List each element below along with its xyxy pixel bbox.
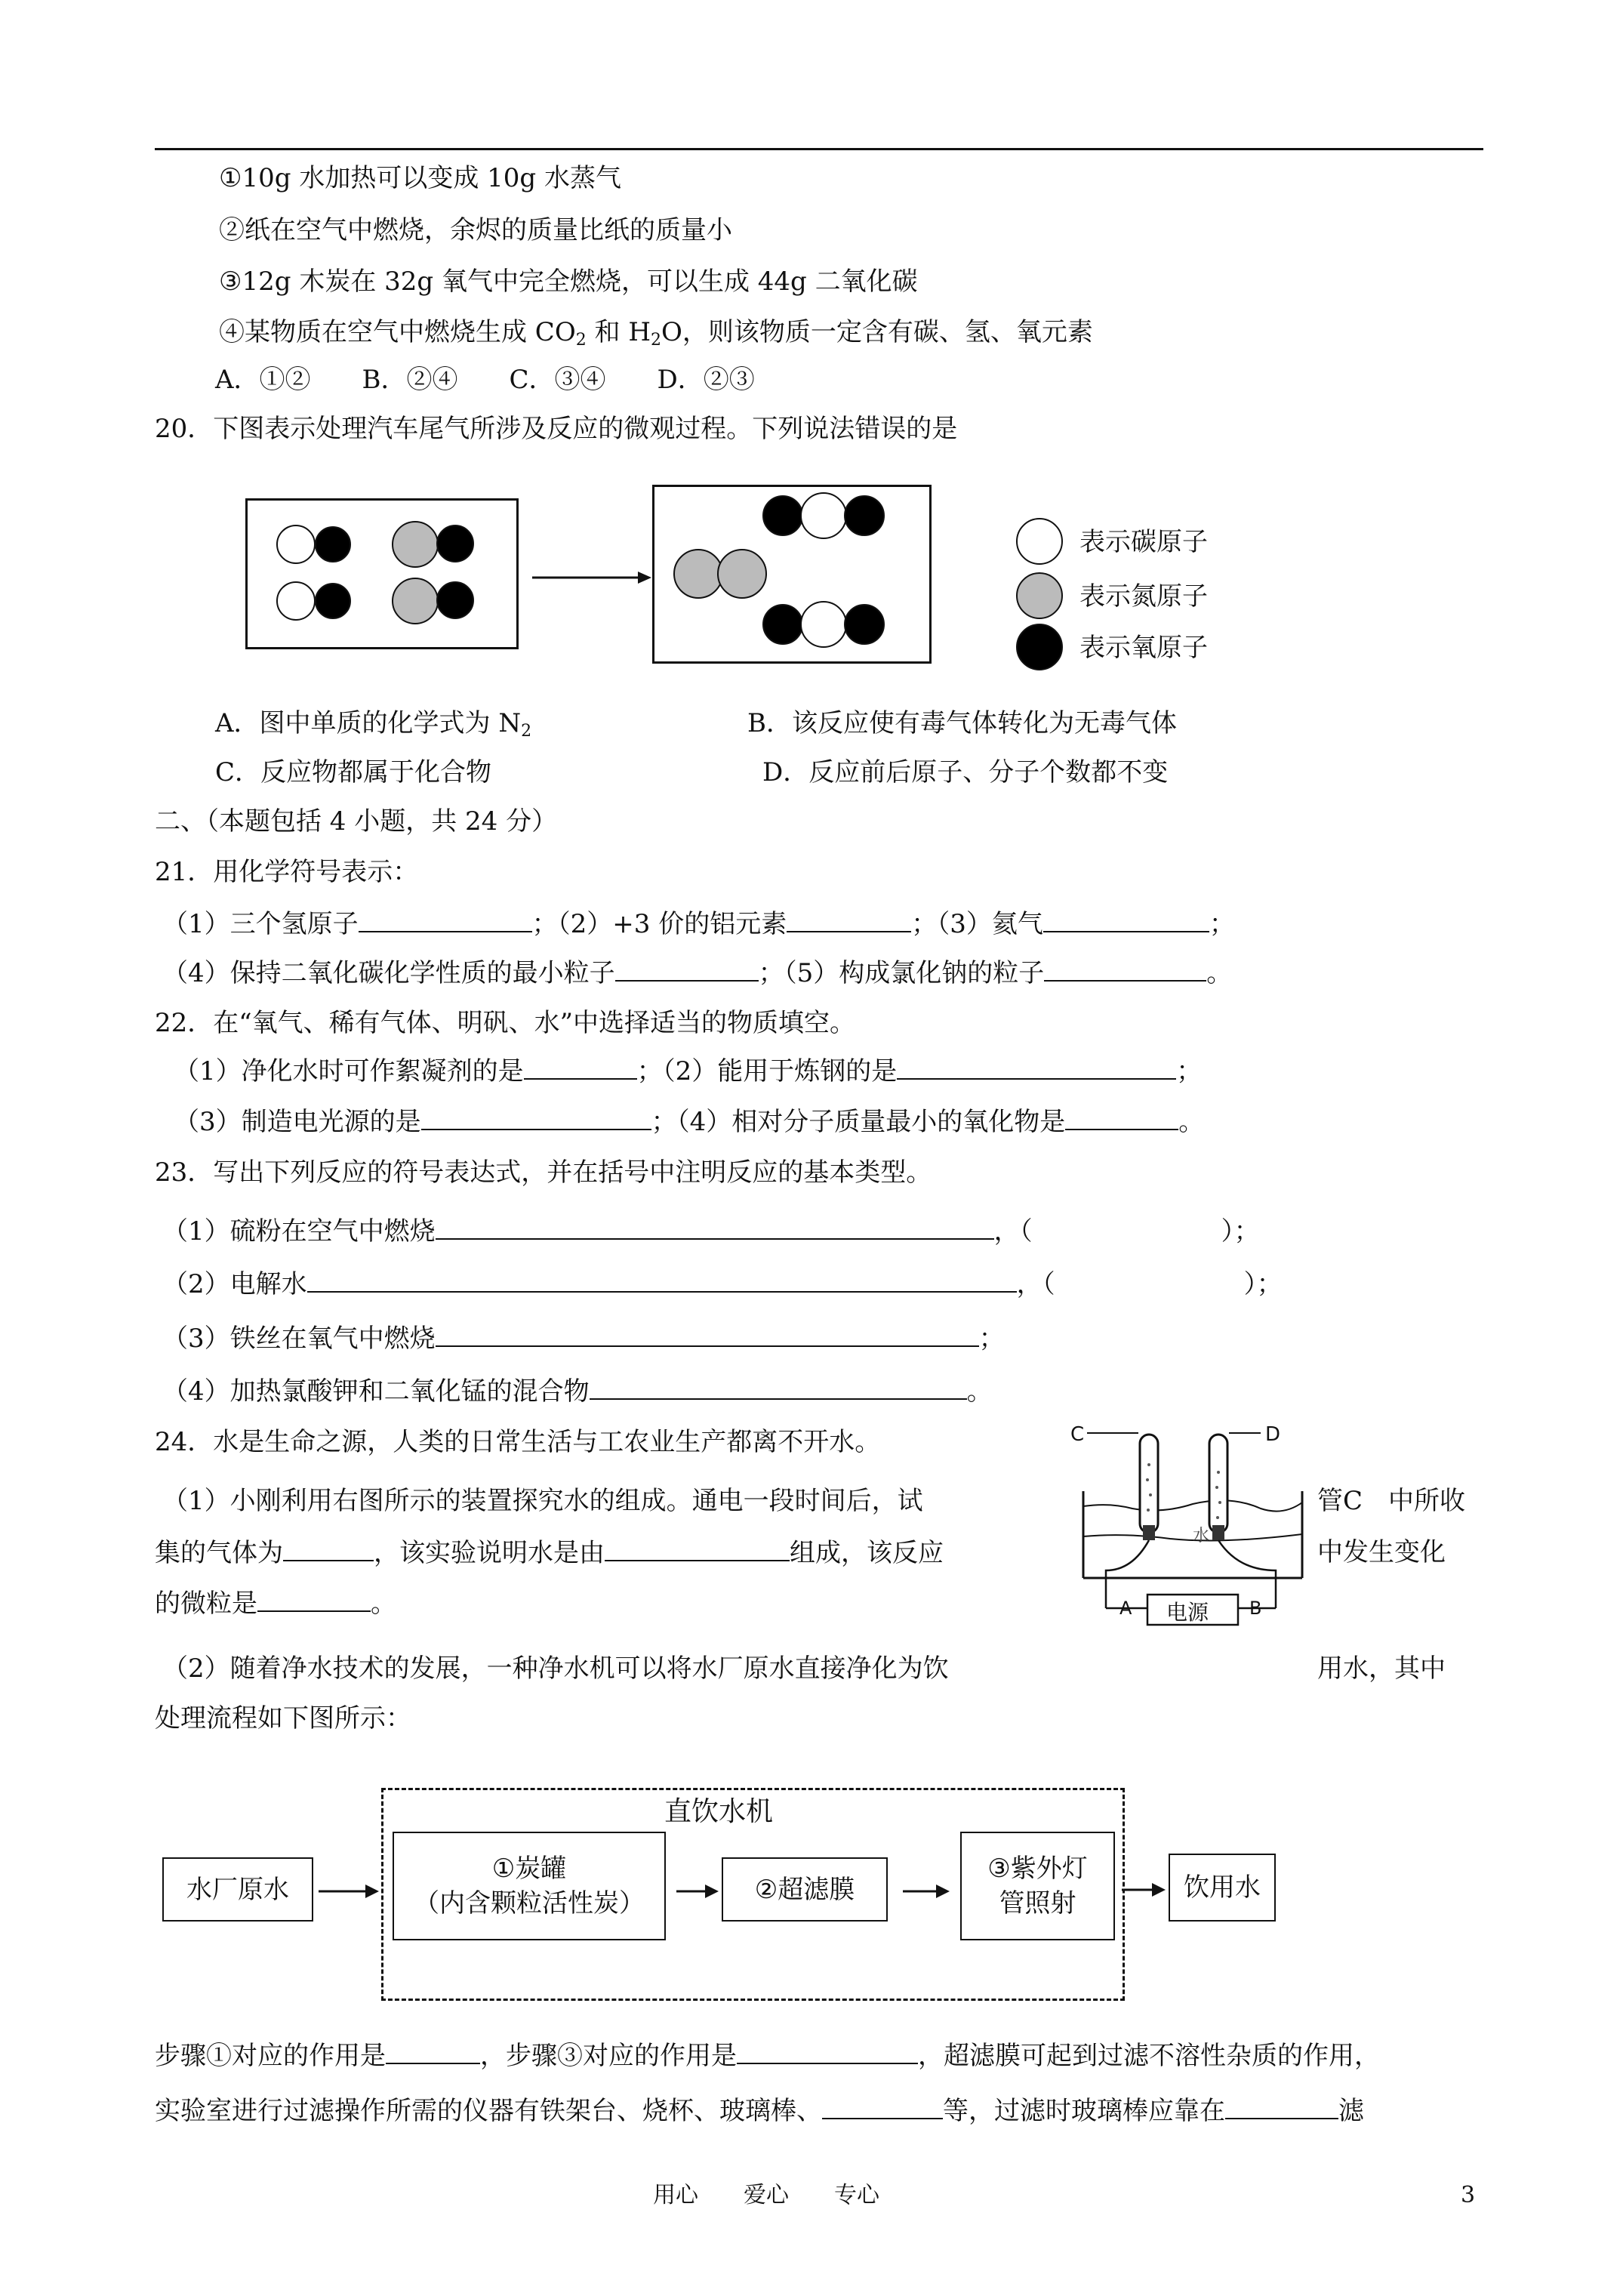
q24-stem: 24．水是生命之源，人类的日常生活与工农业生产都离不开水。: [155, 1427, 881, 1457]
reactants-box: [245, 498, 519, 649]
tube-d-label: D: [1265, 1423, 1281, 1446]
electrode-a-label: A: [1119, 1598, 1132, 1619]
q24-text-2d: 中发生变化: [1317, 1537, 1446, 1567]
water-label: 水: [1193, 1527, 1210, 1546]
footer-motto: 用心 爱心 专心: [653, 2182, 879, 2208]
q22-line-2: （3）制造电光源的是 ；（4）相对分子质量最小的氧化物是 。: [174, 1107, 1205, 1137]
q19-item-4: ④某物质在空气中燃烧生成 $CO_2$ 和 $H_2O$，则该物质一定含有碳、氢、氧元素: [219, 317, 1093, 350]
q23-stem: 23．写出下列反应的符号表达式，并在括号中注明反应的基本类型。: [155, 1157, 932, 1188]
q20-option-b: B．该反应使有毒气体转化为无毒气体: [747, 708, 1177, 738]
q21-line-2: （4）保持二氧化碳化学性质的最小粒子 ；（5）构成氯化钠的粒子 。: [162, 958, 1233, 988]
answer-blank[interactable]: [897, 1056, 1176, 1080]
answer-blank[interactable]: [787, 908, 911, 932]
answer-blank[interactable]: [1044, 957, 1206, 982]
q20-stem: 20．下图表示处理汽车尾气所涉及反应的微观过程。下列说法错误的是: [155, 414, 958, 444]
answer-blank[interactable]: [737, 2040, 918, 2064]
flow-arrow-icon: [1119, 1878, 1172, 1901]
q20-option-a: A．图中单质的化学式为 $N_2$: [215, 708, 532, 741]
answer-blank[interactable]: [615, 957, 759, 982]
nitrogen-atom: [673, 549, 723, 599]
q24-text-3: 的微粒是 。: [155, 1589, 396, 1619]
q20-option-d: D．反应前后原子、分子个数都不变: [762, 757, 1169, 787]
q21-line-1: （1）三个氢原子 ；（2）+3 价的铝元素 ；（3）氦气 ；: [162, 909, 1235, 939]
oxygen-atom: [844, 604, 885, 645]
answer-blank[interactable]: [605, 1537, 790, 1561]
answer-blank[interactable]: [822, 2095, 943, 2119]
answer-blank[interactable]: [436, 1323, 979, 1347]
nitrogen-atom: [392, 521, 439, 568]
q19-item-3: ③12g 木炭在 32g 氧气中完全燃烧，可以生成 44g 二氧化碳: [219, 267, 918, 297]
answer-blank[interactable]: [1225, 2095, 1338, 2119]
flow-arrow-icon: [900, 1880, 960, 1903]
answer-blank[interactable]: [386, 2040, 480, 2064]
drinking-water-box: 饮用水: [1169, 1854, 1276, 1922]
oxygen-atom: [762, 495, 803, 536]
oxygen-atom: [762, 604, 803, 645]
carbon-tank-box: ①炭罐 （内含颗粒活性炭）: [393, 1832, 666, 1940]
legend-nitrogen-label: 表示氮原子: [1079, 581, 1208, 612]
flow-arrow-icon: [673, 1880, 726, 1903]
q24-steps-line-2: 实验室进行过滤操作所需的仪器有铁架台、烧杯、玻璃棒、 等，过滤时玻璃棒应靠在 滤: [155, 2096, 1364, 2126]
q19-options: A．①② B．②④ C．③④ D．②③: [215, 365, 755, 395]
legend-carbon-icon: [1016, 518, 1063, 565]
purifier-title: 直饮水机: [664, 1796, 774, 1827]
carbon-atom: [800, 492, 847, 539]
answer-blank[interactable]: [307, 1268, 1017, 1293]
legend-oxygen-label: 表示氧原子: [1079, 633, 1208, 663]
q22-stem: 22．在“氧气、稀有气体、明矾、水”中选择适当的物质填空。: [155, 1008, 856, 1038]
q22-line-1: （1）净化水时可作絮凝剂的是 ；（2）能用于炼钢的是 ；: [174, 1056, 1203, 1086]
oxygen-atom: [844, 495, 885, 536]
answer-blank[interactable]: [1043, 908, 1209, 932]
page-number: 3: [1461, 2182, 1476, 2208]
tube-c-label: C: [1070, 1423, 1085, 1446]
q20-option-c: C．反应物都属于化合物: [215, 757, 492, 787]
q24-steps-line-1: 步骤①对应的作用是 ，步骤③对应的作用是 ，超滤膜可起到过滤不溶性杂质的作用，: [155, 2041, 1380, 2071]
flow-arrow-icon: [316, 1880, 391, 1903]
ultrafiltration-box: ②超滤膜: [722, 1857, 888, 1922]
section-2-heading: 二、（本题包括 4 小题，共 24 分）: [155, 806, 558, 837]
oxygen-atom: [436, 525, 474, 562]
reaction-arrow: [532, 566, 653, 589]
q24-text-4b: 用水，其中: [1317, 1653, 1446, 1684]
q23-reaction-4: （4）加热氯酸钾和二氧化锰的混合物 。: [162, 1376, 993, 1407]
q24-text-1a: （1）小刚利用右图所示的装置探究水的组成。通电一段时间后，试: [162, 1486, 923, 1516]
carbon-atom: [276, 525, 316, 564]
answer-blank[interactable]: [436, 1216, 994, 1240]
q23-reaction-2: （2）电解水 ，（ ）；: [162, 1269, 1283, 1299]
carbon-atom: [800, 601, 847, 648]
uv-lamp-box: ③紫外灯 管照射: [960, 1832, 1115, 1940]
q23-reaction-3: （3）铁丝在氧气中燃烧 ；: [162, 1324, 1005, 1354]
q21-stem: 21．用化学符号表示：: [155, 857, 419, 887]
legend-nitrogen-icon: [1016, 572, 1063, 619]
answer-blank[interactable]: [421, 1106, 651, 1130]
answer-blank[interactable]: [590, 1376, 967, 1400]
nitrogen-atom: [717, 549, 767, 599]
oxygen-atom: [315, 526, 351, 562]
oxygen-atom: [315, 583, 351, 619]
q24-text-1b: 管C 中所收: [1317, 1486, 1466, 1516]
power-supply-label: 电源: [1166, 1600, 1209, 1625]
answer-blank[interactable]: [257, 1588, 371, 1612]
legend-carbon-label: 表示碳原子: [1079, 527, 1208, 557]
carbon-atom: [276, 581, 316, 621]
q24-text-5: 处理流程如下图所示：: [155, 1703, 411, 1734]
electrode-b-label: B: [1249, 1598, 1262, 1619]
q24-text-2: 集的气体为 ，该实验说明水是由 组成，该反应: [155, 1538, 944, 1568]
answer-blank[interactable]: [283, 1537, 374, 1561]
answer-blank[interactable]: [1065, 1106, 1178, 1130]
answer-blank[interactable]: [359, 908, 532, 932]
answer-blank[interactable]: [524, 1056, 637, 1080]
raw-water-box: 水厂原水: [162, 1857, 313, 1922]
q19-item-1: ①10g 水加热可以变成 10g 水蒸气: [219, 163, 621, 193]
q23-reaction-1: （1）硫粉在空气中燃烧 ，（ ）；: [162, 1216, 1260, 1247]
q19-item-2: ②纸在空气中燃烧，余烬的质量比纸的质量小: [219, 215, 732, 245]
q24-text-4a: （2）随着净水技术的发展，一种净水机可以将水厂原水直接净化为饮: [162, 1653, 949, 1684]
legend-oxygen-icon: [1016, 624, 1063, 670]
header-rule: [155, 148, 1483, 150]
nitrogen-atom: [392, 578, 439, 624]
oxygen-atom: [436, 581, 474, 619]
